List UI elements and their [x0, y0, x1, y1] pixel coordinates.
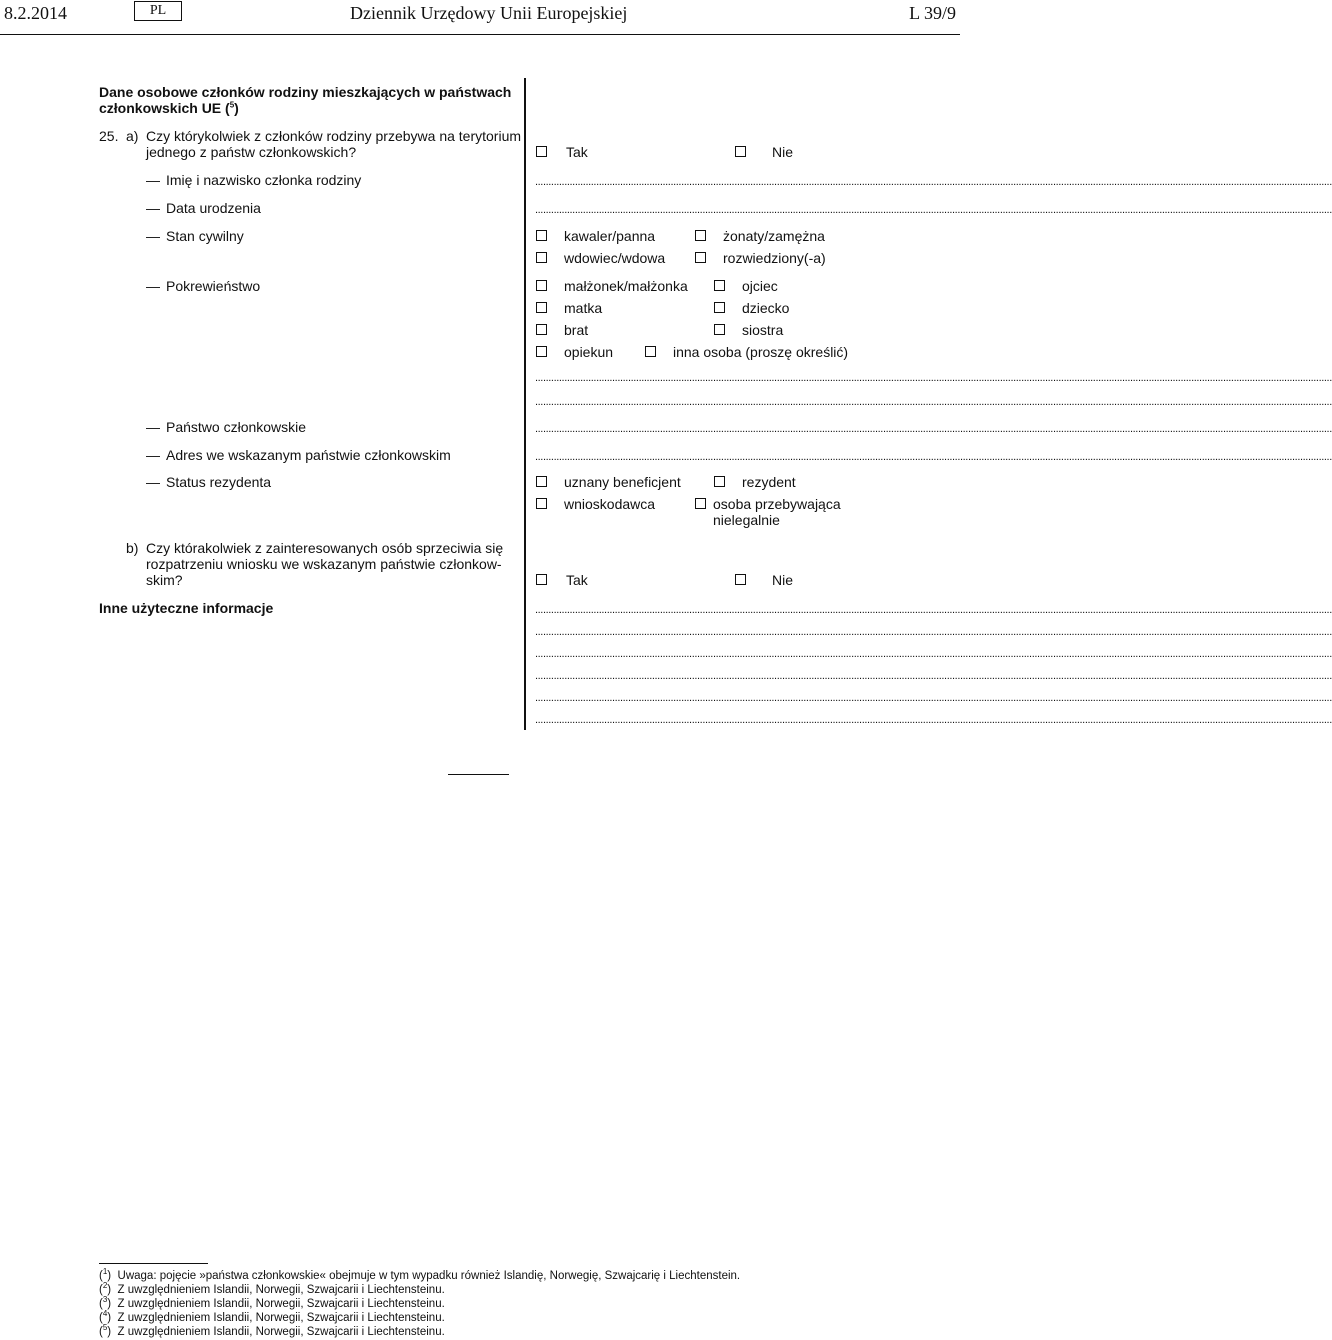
resident-status-label: Status rezydenta: [166, 474, 272, 490]
civil-status-label: Stan cywilny: [166, 228, 244, 244]
dob-field[interactable]: ............................................................................................................................................................................................................................................................................................................: [535, 204, 1332, 216]
member-state-label: Państwo członkowskie: [166, 419, 307, 435]
page-header: [0, 0, 960, 35]
beneficiary-label: uznany beneficjent: [564, 474, 681, 490]
other-info-field-4[interactable]: ............................................................................................................................................................................................................................................................................................................: [535, 670, 1332, 682]
question-number: 25.: [99, 128, 119, 144]
page-reference: L 39/9: [909, 3, 956, 23]
resident-checkbox[interactable]: [714, 476, 725, 487]
child-checkbox[interactable]: [714, 302, 725, 313]
yes-checkbox-b[interactable]: [536, 574, 547, 585]
spouse-label: małżonek/małżonka: [564, 278, 688, 294]
other-info-field-6[interactable]: ............................................................................................................................................................................................................................................................................................................: [535, 714, 1332, 726]
applicant-label: wnioskodawca: [564, 496, 656, 512]
footnote: ($^3$) Z uwzględnieniem Islandii, Norwegii, Szwajcarii i Liechtensteinu.: [99, 1295, 445, 1310]
divorced-checkbox[interactable]: [695, 252, 706, 263]
beneficiary-checkbox[interactable]: [536, 476, 547, 487]
no-checkbox-a[interactable]: [735, 146, 746, 157]
dob-label: Data urodzenia: [166, 200, 261, 216]
married-checkbox[interactable]: [695, 230, 706, 241]
brother-checkbox[interactable]: [536, 324, 547, 335]
civil-dash: —: [146, 228, 160, 244]
question-b-text-line2: rozpatrzeniu wniosku we wskazanym państwie członkow-: [146, 556, 502, 572]
sister-label: siostra: [742, 322, 784, 338]
illegal-stay-checkbox[interactable]: [695, 498, 706, 509]
widowed-label: wdowiec/wdowa: [564, 250, 666, 266]
relation-specify-field-2[interactable]: ............................................................................................................................................................................................................................................................................................................: [535, 396, 1332, 408]
yes-label-a: Tak: [566, 144, 588, 160]
no-label-b: Nie: [772, 572, 794, 588]
publication-date: 8.2.2014: [4, 3, 67, 23]
applicant-checkbox[interactable]: [536, 498, 547, 509]
section-title-line1: Dane osobowe członków rodziny mieszkających w państwach: [99, 84, 512, 100]
name-label: Imię i nazwisko członka rodziny: [166, 172, 362, 188]
footnote: ($^4$) Z uwzględnieniem Islandii, Norwegii, Szwajcarii i Liechtensteinu.: [99, 1309, 445, 1324]
guardian-label: opiekun: [564, 344, 614, 360]
section-end-rule: [448, 774, 509, 775]
name-dash: —: [146, 172, 160, 188]
address-label: Adres we wskazanym państwie członkowskim: [166, 447, 451, 463]
single-checkbox[interactable]: [536, 230, 547, 241]
state-dash: —: [146, 419, 160, 435]
father-checkbox[interactable]: [714, 280, 725, 291]
question-a-text-line2: jednego z państw członkowskich?: [146, 144, 357, 160]
member-state-field[interactable]: ............................................................................................................................................................................................................................................................................................................: [535, 423, 1332, 435]
footnote: ($^2$) Z uwzględnieniem Islandii, Norwegii, Szwajcarii i Liechtensteinu.: [99, 1281, 445, 1296]
address-field[interactable]: ............................................................................................................................................................................................................................................................................................................: [535, 451, 1332, 463]
divorced-label: rozwiedziony(-a): [723, 250, 826, 266]
other-person-label: inna osoba (proszę określić): [673, 344, 849, 360]
child-label: dziecko: [742, 300, 790, 316]
language-code-badge: PL: [134, 1, 182, 21]
relation-dash: —: [146, 278, 160, 294]
other-info-field-2[interactable]: ............................................................................................................................................................................................................................................................................................................: [535, 626, 1332, 638]
illegal-stay-label-line2: nielegalnie: [713, 512, 780, 528]
single-label: kawaler/panna: [564, 228, 656, 244]
mother-label: matka: [564, 300, 603, 316]
address-dash: —: [146, 447, 160, 463]
resident-label: rezydent: [742, 474, 796, 490]
other-info-field-1[interactable]: ............................................................................................................................................................................................................................................................................................................: [535, 604, 1332, 616]
other-info-title: Inne użyteczne informacje: [99, 600, 274, 616]
question-a-text-line1: Czy którykolwiek z członków rodziny przebywa na terytorium: [146, 128, 522, 144]
illegal-stay-label-line1: osoba przebywająca: [713, 496, 841, 512]
footnote: ($^1$) Uwaga: pojęcie »państwa członkowskie« obejmuje w tym wypadku również Islandię, Norwegię, Szwajcarię i Liechtenstein.: [99, 1267, 741, 1282]
sister-checkbox[interactable]: [714, 324, 725, 335]
father-label: ojciec: [742, 278, 778, 294]
question-a-label: a): [126, 128, 139, 144]
other-person-checkbox[interactable]: [645, 346, 656, 357]
no-checkbox-b[interactable]: [735, 574, 746, 585]
footnote-ref: 5: [229, 100, 235, 110]
relation-specify-field-1[interactable]: ............................................................................................................................................................................................................................................................................................................: [535, 372, 1332, 384]
mother-checkbox[interactable]: [536, 302, 547, 313]
section-title-line2: członkowskich UE ($^5$): [99, 100, 239, 116]
other-info-field-3[interactable]: ............................................................................................................................................................................................................................................................................................................: [535, 648, 1332, 660]
married-label: żonaty/zamężna: [723, 228, 825, 244]
column-divider: [524, 78, 526, 730]
question-b-text-line3: skim?: [146, 572, 183, 588]
widowed-checkbox[interactable]: [536, 252, 547, 263]
footnote-separator: [99, 1263, 208, 1264]
journal-title: Dziennik Urzędowy Unii Europejskiej: [350, 3, 628, 23]
question-b-label: b): [126, 540, 139, 556]
status-dash: —: [146, 474, 160, 490]
name-field[interactable]: ............................................................................................................................................................................................................................................................................................................: [535, 176, 1332, 188]
other-info-field-5[interactable]: ............................................................................................................................................................................................................................................................................................................: [535, 692, 1332, 704]
relationship-label: Pokrewieństwo: [166, 278, 261, 294]
guardian-checkbox[interactable]: [536, 346, 547, 357]
yes-checkbox-a[interactable]: [536, 146, 547, 157]
no-label-a: Nie: [772, 144, 794, 160]
question-b-text-line1: Czy którakolwiek z zainteresowanych osób sprzeciwia się: [146, 540, 504, 556]
spouse-checkbox[interactable]: [536, 280, 547, 291]
brother-label: brat: [564, 322, 589, 338]
dob-dash: —: [146, 200, 160, 216]
footnote: ($^5$) Z uwzględnieniem Islandii, Norwegii, Szwajcarii i Liechtensteinu.: [99, 1323, 445, 1338]
yes-label-b: Tak: [566, 572, 588, 588]
